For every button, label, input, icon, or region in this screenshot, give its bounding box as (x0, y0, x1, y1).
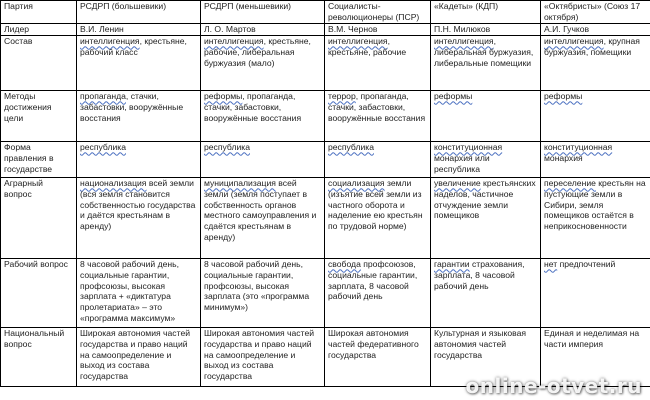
text: , стачки, забастовки, вооружённые восстания (80, 90, 184, 123)
term: республика (328, 141, 374, 152)
term: реформы (204, 90, 243, 101)
table-row-labour (1, 258, 650, 327)
table-row-composition (1, 35, 650, 90)
table-header-row (1, 1, 650, 24)
term: конституционная (544, 141, 613, 152)
cell-agrarian-sr (325, 177, 431, 258)
cell-national-sr: Широкая автономия частей федеративного государства (325, 327, 431, 386)
header-kadets: «Кадеты» (КДП) (431, 1, 541, 24)
cell-national-kadets: Культурная и языковая автономия частей государства (431, 327, 541, 386)
text: крестьянских наделов, частичное отчуждение земли помещиков (434, 177, 536, 221)
text: , пропаганда, стачки, забастовки, вооружённые восстания (204, 90, 302, 123)
term: террор (328, 90, 356, 101)
header-sr: Социалисты-революционеры (ПСР) (325, 1, 431, 24)
term: национализация (80, 177, 147, 188)
cell-labour-mensheviks: 8 часовой рабочий день, социальные гарантии, профсоюзы, высокая зарплата (это «программа минимум») (201, 258, 325, 327)
term: интеллигенция (544, 35, 604, 46)
cell-agrarian-kadets (431, 177, 541, 258)
term: увеличение (434, 177, 481, 188)
term: республика (204, 141, 250, 152)
cell-methods-bolsheviks (77, 90, 201, 141)
cell-leader-octobrists (541, 23, 650, 35)
term: социализация (328, 177, 385, 188)
table-row-methods (1, 90, 650, 141)
cell-leader-mensheviks: Л. О. Мартов (201, 23, 325, 35)
header-mensheviks: РСДРП (меньшевики) (201, 1, 325, 24)
cell-methods-sr (325, 90, 431, 141)
table-row-agrarian (1, 177, 650, 258)
leader-octobrists-name: А.И. Гучков (544, 23, 590, 34)
term: переселение (544, 177, 596, 188)
term: интеллигенция (80, 35, 140, 46)
text: земли (изъятие всей земли из частного оборота и наделение ею крестьян по трудовой норме) (328, 177, 423, 232)
term: интеллигенция (328, 35, 388, 46)
term: реформы (544, 90, 583, 101)
term: республика (80, 141, 126, 152)
cell-composition-mensheviks (201, 35, 325, 90)
cell-labour-octobrists (541, 258, 650, 327)
header-party: Партия (1, 1, 77, 24)
cell-government-bolsheviks (77, 141, 201, 177)
table-row-leader (1, 23, 650, 35)
cell-leader-bolsheviks: В.И. Ленин (77, 23, 201, 35)
cell-leader-kadets: П.Н. Милюков (431, 23, 541, 35)
term: гарантии (434, 258, 470, 269)
cell-composition-kadets (431, 35, 541, 90)
term: конституционная (434, 141, 503, 152)
text: предпочтений (557, 258, 616, 269)
cell-government-octobrists (541, 141, 650, 177)
cell-leader-sr: В.М. Чернов (325, 23, 431, 35)
row-label-methods: Методы достижения цели (1, 90, 77, 141)
row-label-agrarian: Аграрный вопрос (1, 177, 77, 258)
cell-labour-kadets (431, 258, 541, 327)
term: муниципализация (204, 177, 276, 188)
table-row-government (1, 141, 650, 177)
cell-government-mensheviks (201, 141, 325, 177)
cell-agrarian-mensheviks (201, 177, 325, 258)
row-label-labour: Рабочий вопрос (1, 258, 77, 327)
term: реформы (434, 90, 473, 101)
cell-composition-sr (325, 35, 431, 90)
text: всей земли (земля поступает в собственность органов местного самоуправления и сдаётся крестьянам в аренду) (204, 177, 317, 243)
cell-national-mensheviks: Широкая автономия частей государства и право наций на самоопределение и выход из состава государства (201, 327, 325, 386)
cell-methods-mensheviks (201, 90, 325, 141)
text: , пропаганда, стачки, забастовки, вооружённые восстания (328, 90, 426, 123)
text: , крестьяне, рабочий класс (80, 35, 187, 57)
text: монархия (544, 152, 583, 163)
row-label-composition: Состав (1, 35, 77, 90)
header-bolsheviks: РСДРП (большевики) (77, 1, 201, 24)
row-label-national: Национальный вопрос (1, 327, 77, 386)
cell-composition-octobrists (541, 35, 650, 90)
text: , либеральная буржуазия, либеральные помещики (434, 35, 534, 68)
term: свобода (328, 258, 361, 269)
text: страхования, зарплата, 8 часовой рабочий день (434, 258, 525, 291)
term: нет (544, 258, 558, 269)
term: интеллигенция (434, 35, 494, 46)
cell-composition-bolsheviks (77, 35, 201, 90)
term: интеллигенция (204, 35, 264, 46)
row-label-leader: Лидер (1, 23, 77, 35)
text: , крестьяне, рабочие, либеральная буржуазия (мало) (204, 35, 311, 68)
cell-national-bolsheviks: Широкая автономия частей государства и право наций на самоопределение и выход из состава государства (77, 327, 201, 386)
cell-labour-bolsheviks: 8 часовой рабочий день, социальные гарантии, профсоюзы, высокая зарплата + «диктатура пролетариата» – это «программа максимум» (77, 258, 201, 327)
cell-government-sr (325, 141, 431, 177)
text: крестьян на пустующие земли в Сибири, земля помещиков остаётся в неприкосновенности (544, 177, 646, 232)
header-octobrists: «Октябристы» (Союз 17 октября) (541, 1, 650, 24)
cell-methods-kadets (431, 90, 541, 141)
term: пропаганда (80, 90, 126, 101)
text: всей земли (вся земля становится собственностью государства и даётся крестьянам в аренду) (80, 177, 196, 232)
text: , крестьяне, рабочие (328, 35, 407, 57)
text: профсоюзов, социальные гарантии, зарплата, 8 часовой рабочий день (328, 258, 418, 302)
cell-agrarian-octobrists (541, 177, 650, 258)
cell-agrarian-bolsheviks (77, 177, 201, 258)
watermark-text: online-otvet.ru (465, 374, 642, 398)
cell-labour-sr (325, 258, 431, 327)
cell-government-kadets (431, 141, 541, 177)
row-label-government: Форма правления в государстве (1, 141, 77, 177)
cell-national-octobrists: Единая и неделимая на части империя (541, 327, 650, 386)
text: , крупная буржуазия, помещики (544, 35, 640, 57)
text: монархия или республика (434, 152, 490, 174)
cell-methods-octobrists (541, 90, 650, 141)
